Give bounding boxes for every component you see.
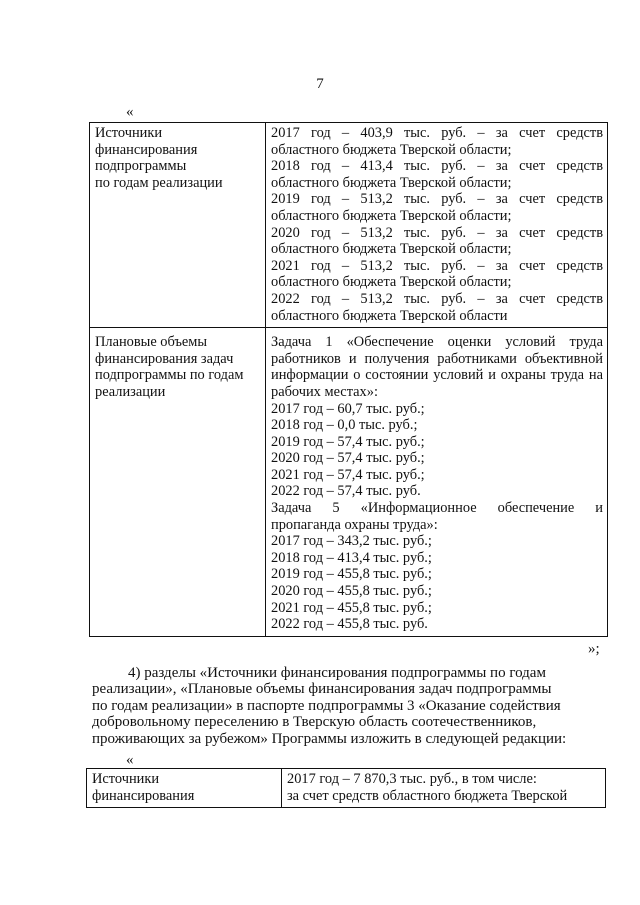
content-line: 2022 год – 513,2 тыс. руб. – за счет средств областного бюджета Тверской области [271, 290, 603, 324]
content-line: 2019 год – 513,2 тыс. руб. – за счет средств областного бюджета Тверской области; [271, 191, 603, 224]
body-paragraph [92, 665, 600, 747]
label-line: финансирования [95, 141, 198, 158]
row-label-cell [90, 123, 266, 328]
row-content-cell [266, 328, 608, 637]
content-line: 2018 год – 413,4 тыс. руб. – за счет средств областного бюджета Тверской области; [271, 158, 603, 191]
label-line: подпрограммы по годам [95, 367, 244, 384]
opening-quote: « [126, 752, 134, 768]
row-label-cell [90, 328, 266, 637]
label-line: по годам реализации [95, 174, 223, 191]
financing-table-2 [86, 768, 606, 808]
table-row [87, 769, 606, 808]
paragraph-line: добровольному переселению в Тверскую область соотечественников, [92, 714, 537, 731]
label-line: финансирования задач [95, 350, 234, 367]
content-line: 2018 год – 0,0 тыс. руб.; [271, 417, 418, 434]
content-line: 2021 год – 455,8 тыс. руб.; [271, 599, 432, 616]
table-row [90, 123, 608, 328]
page-number: 7 [316, 76, 324, 92]
content-line: 2020 год – 455,8 тыс. руб.; [271, 583, 432, 600]
content-line: 2017 год – 403,9 тыс. руб. – за счет средств областного бюджета Тверской области; [271, 125, 603, 158]
table-row [90, 328, 608, 637]
content-line: 2018 год – 413,4 тыс. руб.; [271, 549, 432, 566]
content-line: 2017 год – 7 870,3 тыс. руб., в том числе: [287, 771, 537, 787]
financing-table [89, 122, 608, 637]
paragraph-line: по годам реализации» в паспорте подпрограммы 3 «Оказание содействия [92, 697, 561, 714]
paragraph-line: реализации», «Плановые объемы финансирования задач подпрограммы [92, 681, 552, 698]
content-line: 2019 год – 455,8 тыс. руб.; [271, 566, 432, 583]
content-line: 2020 год – 57,4 тыс. руб.; [271, 450, 425, 467]
opening-quote: « [126, 104, 134, 120]
paragraph-line: проживающих за рубежом» Программы изложить в следующей редакции: [92, 730, 567, 747]
closing-quote: »; [588, 641, 600, 657]
label-line: финансирования [92, 787, 195, 804]
content-line: 2022 год – 57,4 тыс. руб. [271, 483, 421, 500]
content-line: Задача 5 «Информационное обеспечение и пропаганда охраны труда»: [271, 500, 603, 533]
content-line: 2017 год – 343,2 тыс. руб.; [271, 533, 432, 550]
label-line: Плановые объемы [95, 334, 208, 351]
content-line: 2017 год – 60,7 тыс. руб.; [271, 400, 425, 417]
label-line: подпрограммы [95, 158, 187, 175]
content-line: 2019 год – 57,4 тыс. руб.; [271, 433, 425, 450]
content-line: 2021 год – 57,4 тыс. руб.; [271, 466, 425, 483]
content-line: 2020 год – 513,2 тыс. руб. – за счет средств областного бюджета Тверской области; [271, 224, 603, 258]
label-line: Источники [92, 771, 160, 787]
content-line: за счет средств областного бюджета Тверской [287, 787, 568, 804]
content-line: 2022 год – 455,8 тыс. руб. [271, 616, 428, 633]
label-line: реализации [95, 383, 166, 400]
content-line: Задача 1 «Обеспечение оценки условий труда работников и получения работниками объективной информации о состоянии условий и охраны труда на рабочих местах»: [271, 334, 603, 400]
row-content-cell [282, 769, 606, 808]
row-content-cell [266, 123, 608, 328]
row-label-cell [87, 769, 282, 808]
paragraph-line: 4) разделы «Источники финансирования подпрограммы по годам [128, 665, 546, 681]
content-line: 2021 год – 513,2 тыс. руб. – за счет средств областного бюджета Тверской области; [271, 257, 603, 291]
label-line: Источники [95, 125, 163, 141]
